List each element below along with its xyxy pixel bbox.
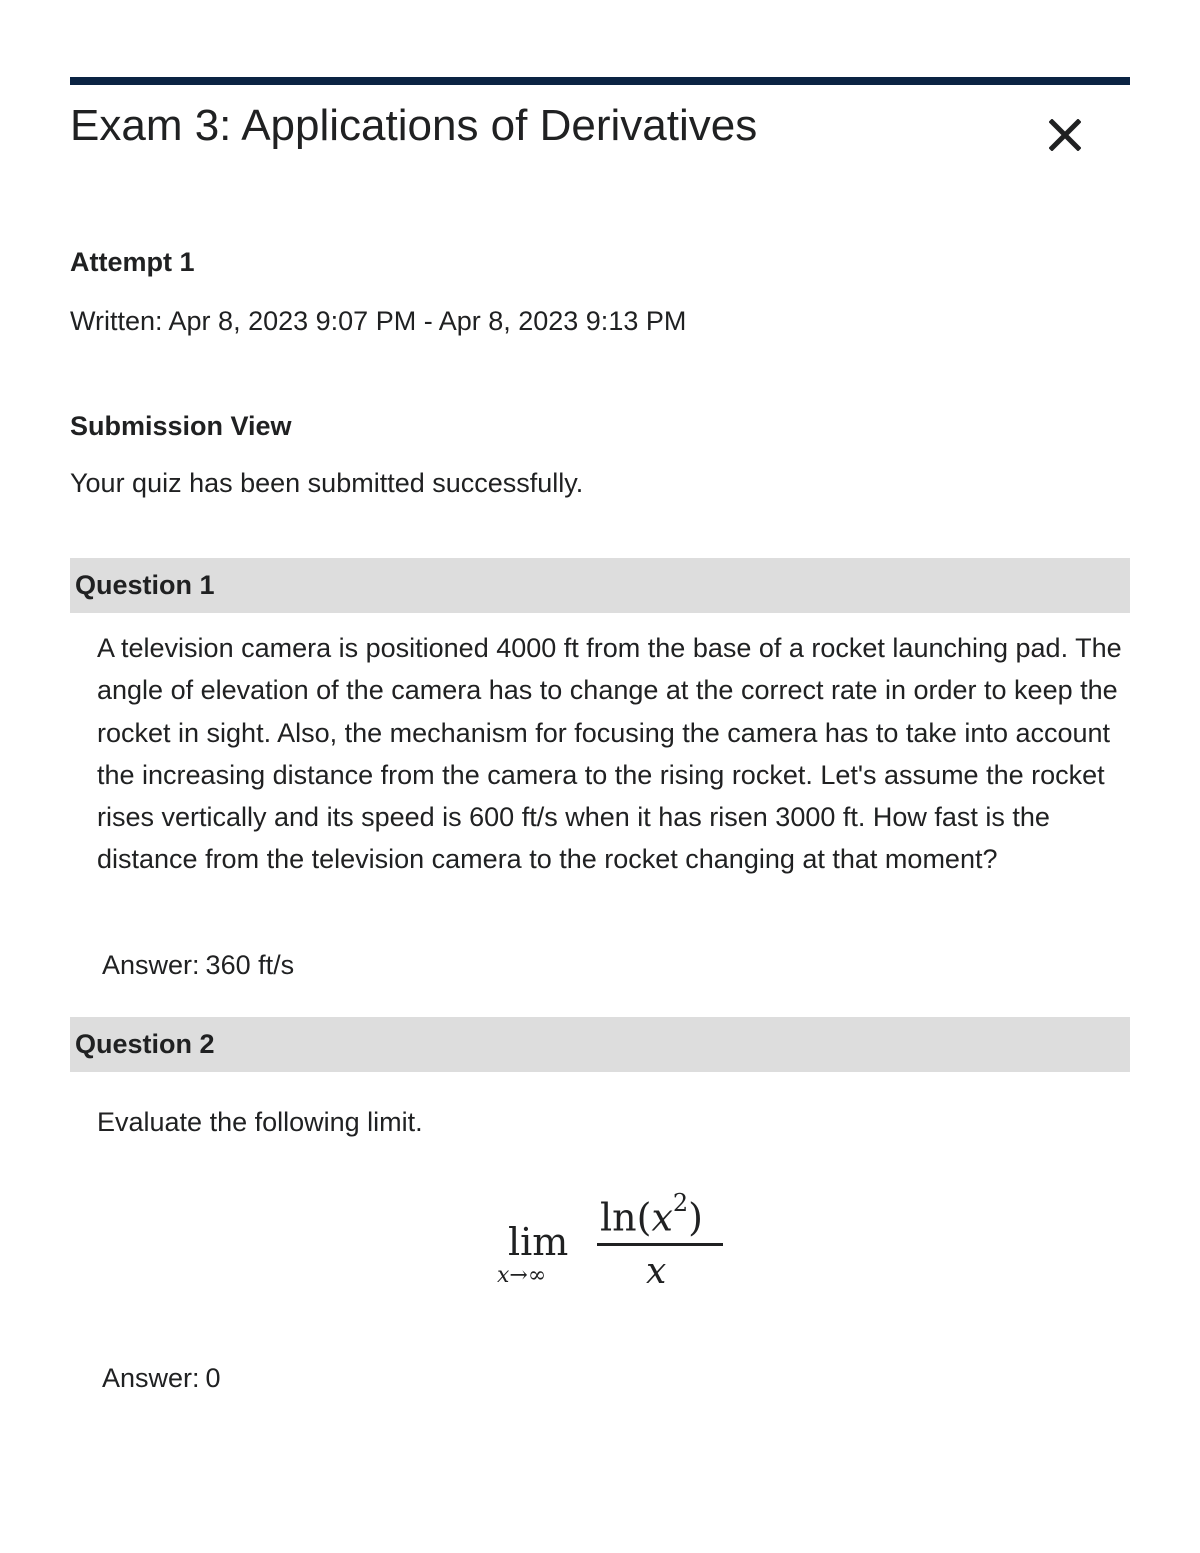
fraction-denominator: x — [646, 1251, 667, 1292]
question-1-text: A television camera is positioned 4000 ft from the base of a rocket launching pad. The angle of elevation of the camera has to change at the correct rate in order to keep the rocket in sight. Also, the mechanism for focusing the camera has to take into account the increasing distance from the camera to the rising rocket. Let's assume the rocket rises vertically and its speed is 600 ft/s when it has risen 3000 ft. How fast is the distance from the television camera to the rocket changing at that moment? — [97, 633, 1122, 875]
question-2-text: Evaluate the following limit. — [97, 1107, 423, 1137]
answer-label: Answer: — [102, 1363, 200, 1393]
fraction-bar — [597, 1243, 723, 1246]
limit-arrow: → — [509, 1263, 528, 1288]
question-1-answer — [102, 948, 294, 982]
numerator-close-paren: ) — [688, 1195, 703, 1240]
answer-label: Answer: — [102, 950, 200, 980]
limit-subscript — [497, 1263, 546, 1289]
close-button[interactable] — [1042, 112, 1088, 158]
question-2-title: Question 2 — [75, 1029, 215, 1059]
attempt-heading: Attempt 1 — [70, 247, 195, 277]
question-1-header — [70, 558, 1130, 613]
attempt-written-time: Written: Apr 8, 2023 9:07 PM - Apr 8, 2023 9:13 PM — [70, 306, 687, 336]
limit-formula — [490, 1185, 740, 1295]
header-rule — [70, 77, 1130, 85]
limit-subscript-variable: x — [497, 1263, 510, 1288]
question-2-header — [70, 1017, 1130, 1072]
numerator-function: ln( — [600, 1195, 652, 1240]
submission-view-heading: Submission View — [70, 411, 292, 441]
numerator-variable: x — [651, 1195, 673, 1240]
question-2-answer — [102, 1361, 221, 1395]
limit-operator: lim — [508, 1220, 569, 1264]
fraction-numerator — [600, 1187, 703, 1240]
limit-infinity: ∞ — [527, 1263, 547, 1288]
question-1-title: Question 1 — [75, 570, 215, 600]
answer-value: 360 ft/s — [205, 950, 295, 980]
numerator-exponent: 2 — [672, 1189, 689, 1217]
submission-status-message: Your quiz has been submitted successfully. — [70, 468, 584, 498]
close-icon — [1049, 119, 1081, 151]
answer-value: 0 — [205, 1363, 221, 1393]
page-title: Exam 3: Applications of Derivatives — [70, 101, 758, 150]
